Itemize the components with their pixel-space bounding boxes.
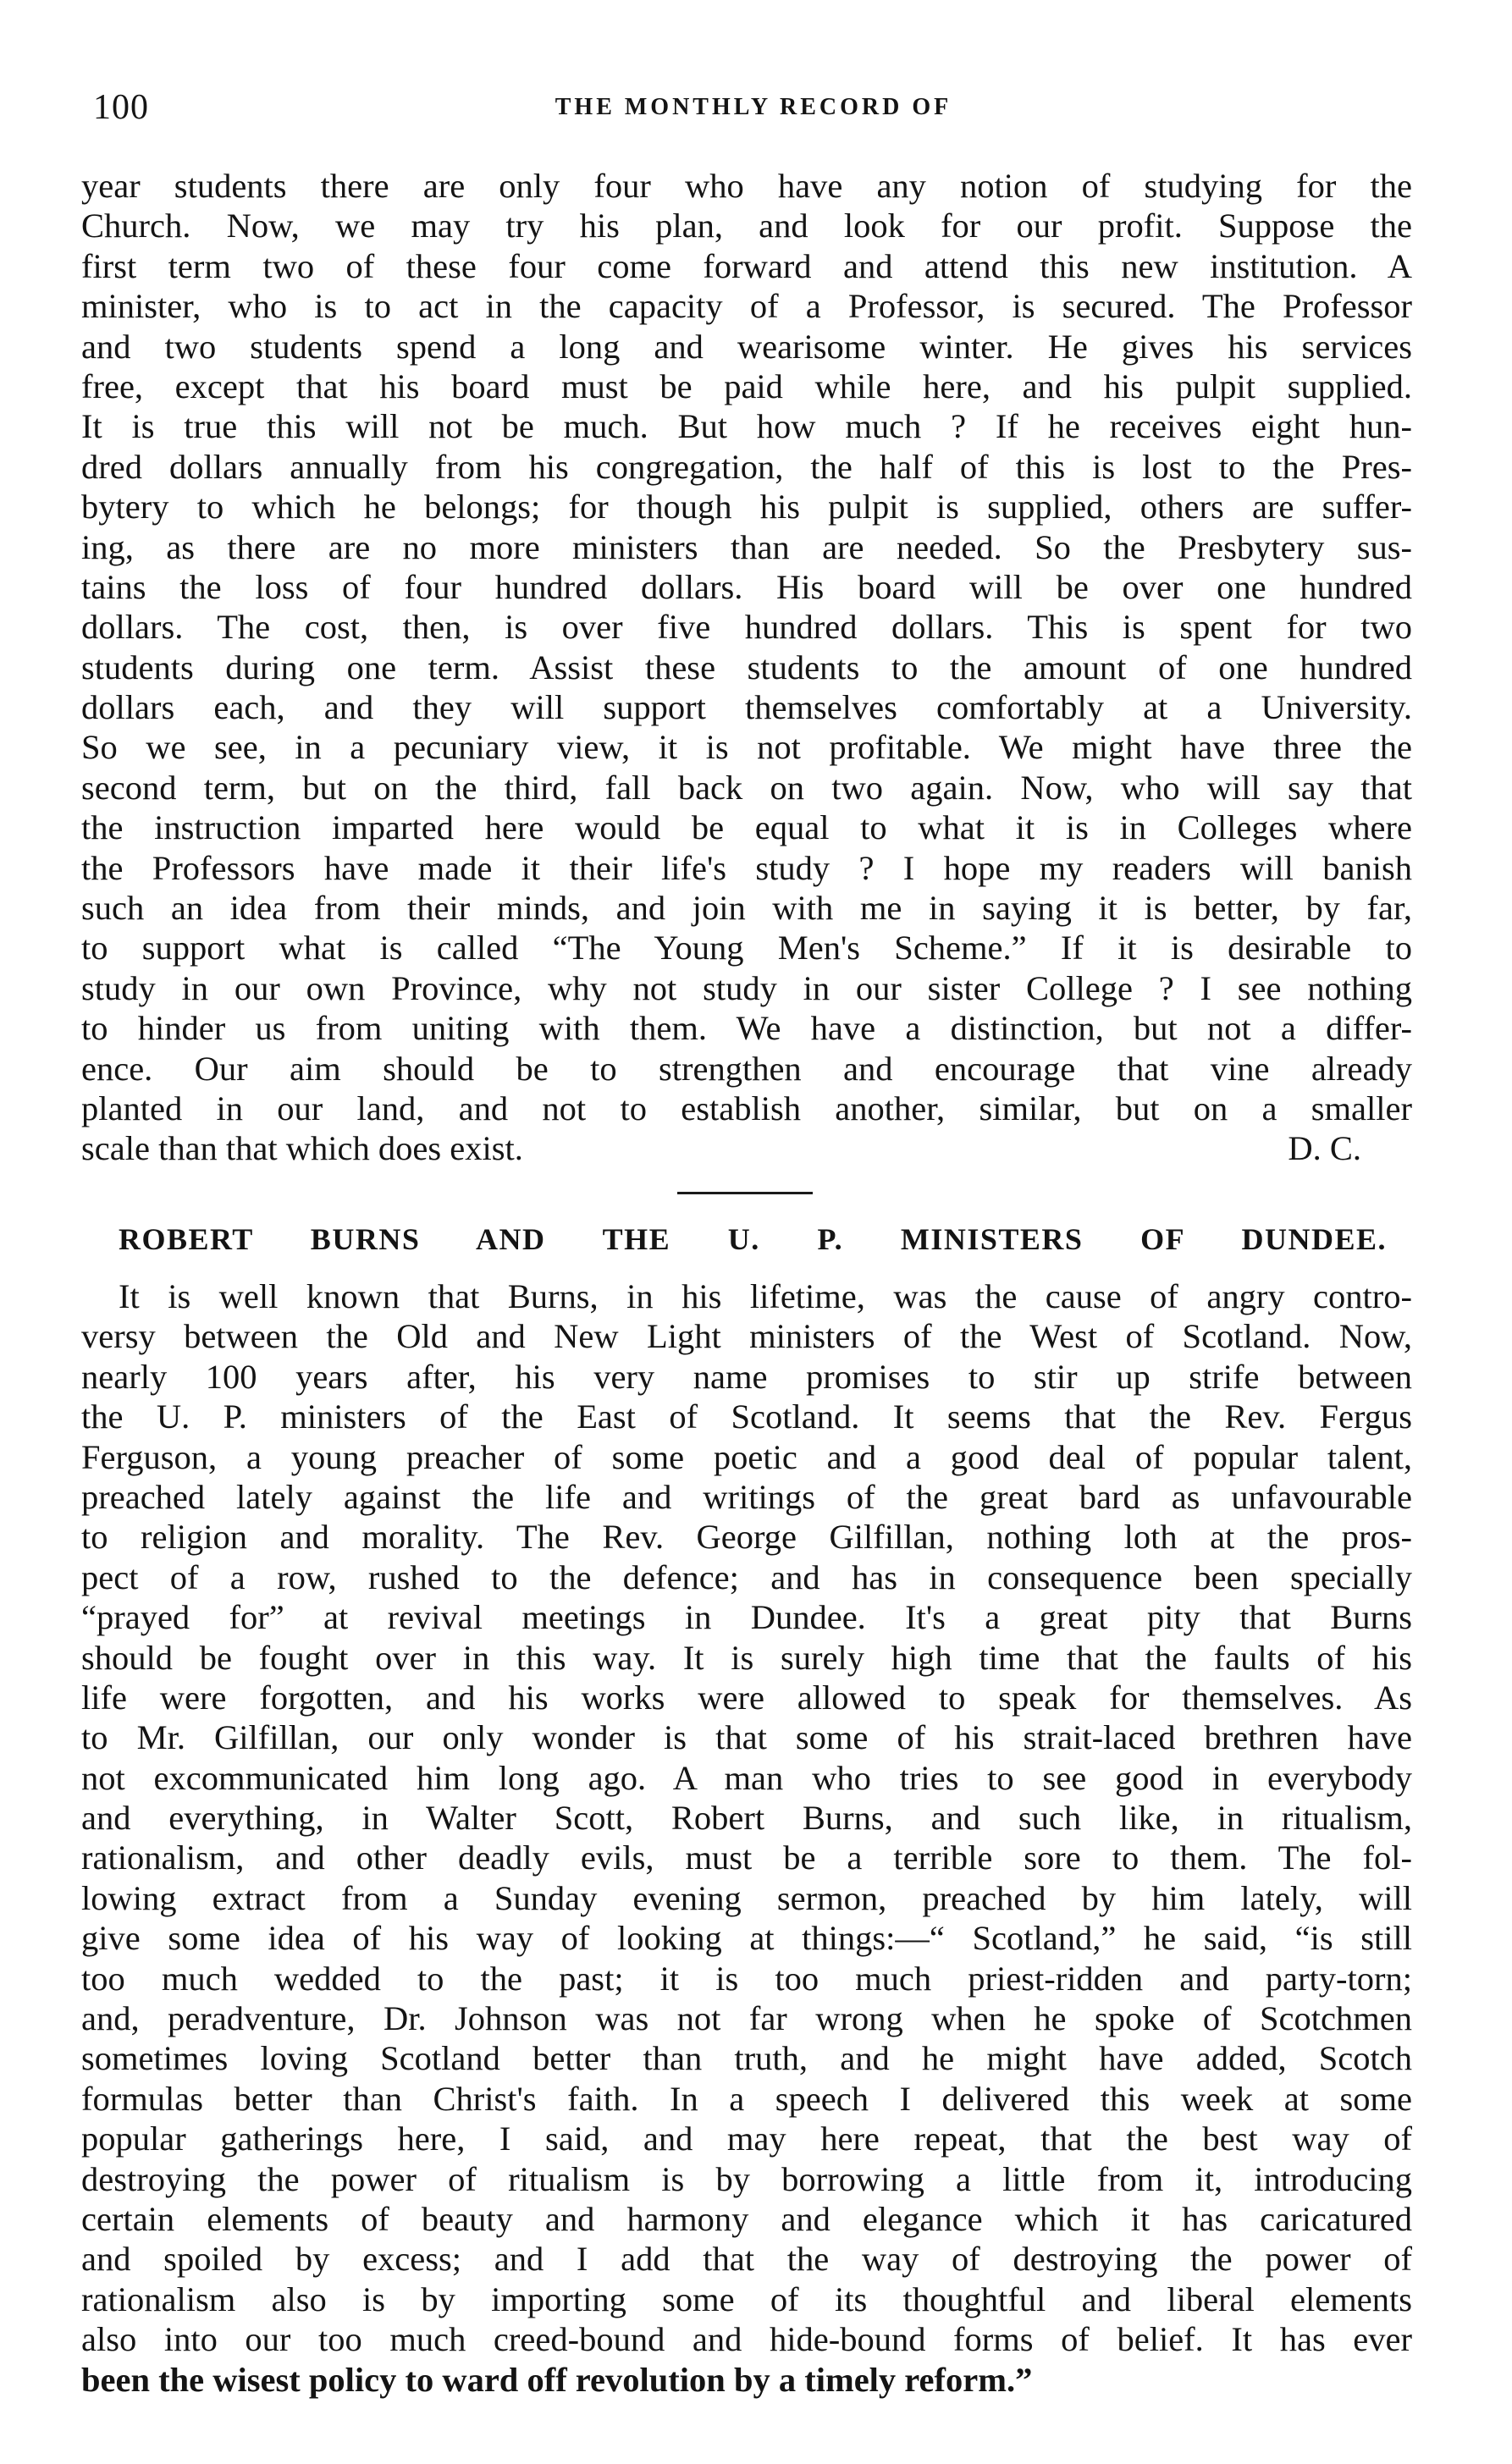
text-line: It is true this will not be much. But how much ? If he receives eight hun- bbox=[81, 407, 1412, 446]
text-line: the U. P. ministers of the East of Scotland. It seems that the Rev. Fergus bbox=[81, 1397, 1412, 1436]
author-signature: D. C. bbox=[1288, 1129, 1361, 1168]
text-line: and, peradventure, Dr. Johnson was not far wrong when he spoke of Scotchmen bbox=[81, 1999, 1412, 2038]
text-line: Ferguson, a young preacher of some poetic and a good deal of popular talent, bbox=[81, 1437, 1412, 1476]
text-line: dred dollars annually from his congregation, the half of this is lost to the Pres- bbox=[81, 447, 1412, 486]
signoff-line bbox=[81, 1128, 1412, 1168]
text-line: life were forgotten, and his works were allowed to speak for themselves. As bbox=[81, 1678, 1412, 1717]
article-text-block bbox=[81, 1276, 1412, 2400]
running-title: THE MONTHLY RECORD OF bbox=[555, 94, 952, 120]
text-line: pect of a row, rushed to the defence; and has in consequence been specially bbox=[81, 1557, 1412, 1596]
text-line: been the wisest policy to ward off revolution by a timely reform.” bbox=[81, 2360, 1033, 2399]
text-line: to religion and morality. The Rev. George Gilfillan, nothing loth at the pros- bbox=[81, 1518, 1412, 1557]
text-line: “prayed for” at revival meetings in Dundee. It's a great pity that Burns bbox=[81, 1598, 1412, 1637]
text-line: and everything, in Walter Scott, Robert Burns, and such like, in ritualism, bbox=[81, 1799, 1412, 1838]
text-line: first term two of these four come forward and attend this new institution. A bbox=[81, 246, 1412, 285]
text-line: too much wedded to the past; it is too much priest-ridden and party-torn; bbox=[81, 1959, 1412, 1998]
text-line: rationalism also is by importing some of its thoughtful and liberal elements bbox=[81, 2279, 1412, 2318]
text-line: minister, who is to act in the capacity of a Professor, is secured. The Professor bbox=[81, 287, 1412, 326]
text-line: should be fought over in this way. It is surely high time that the faults of his bbox=[81, 1638, 1412, 1677]
text-line: year students there are only four who have any notion of studying for the bbox=[81, 167, 1412, 205]
text-line: It is well known that Burns, in his lifetime, was the cause of angry contro- bbox=[119, 1277, 1412, 1315]
text-line: rationalism, and other deadly evils, must be a terrible sore to them. The fol- bbox=[81, 1838, 1412, 1877]
text-line: to Mr. Gilfillan, our only wonder is that some of his strait-laced brethren have bbox=[81, 1718, 1412, 1757]
text-line: give some idea of his way of looking at things:—“ Scotland,” he said, “is still bbox=[81, 1919, 1412, 1958]
text-line: to hinder us from uniting with them. We have a distinction, but not a differ- bbox=[81, 1009, 1412, 1048]
text-line: planted in our land, and not to establish another, similar, but on a smaller bbox=[81, 1089, 1412, 1127]
text-line: the instruction imparted here would be equal to what it is in Colleges where bbox=[81, 808, 1412, 847]
text-line: lowing extract from a Sunday evening sermon, preached by him lately, will bbox=[81, 1878, 1412, 1917]
text-line: scale than that which does exist. bbox=[81, 1129, 523, 1168]
page-number: 100 bbox=[93, 88, 149, 127]
text-line: to support what is called “The Young Men's Scheme.” If it is desirable to bbox=[81, 929, 1412, 967]
text-line: popular gatherings here, I said, and may here repeat, that the best way of bbox=[81, 2119, 1412, 2158]
text-line: formulas better than Christ's faith. In a speech I delivered this week at some bbox=[81, 2079, 1412, 2118]
text-line: certain elements of beauty and harmony and elegance which it has caricatured bbox=[81, 2199, 1412, 2238]
text-line: versy between the Old and New Light ministers of the West of Scotland. Now, bbox=[81, 1317, 1412, 1356]
text-line: such an idea from their minds, and join with me in saying it is better, by far, bbox=[81, 889, 1412, 928]
text-line: sometimes loving Scotland better than truth, and he might have added, Scotch bbox=[81, 2039, 1412, 2078]
text-line: bytery to which he belongs; for though his pulpit is supplied, others are suffer- bbox=[81, 488, 1412, 526]
text-line: dollars each, and they will support themselves comfortably at a University. bbox=[81, 688, 1412, 727]
text-line: dollars. The cost, then, is over five hundred dollars. This is spent for two bbox=[81, 608, 1412, 647]
text-line: ing, as there are no more ministers than are needed. So the Presbytery sus- bbox=[81, 527, 1412, 566]
text-line: ence. Our aim should be to strengthen and encourage that vine already bbox=[81, 1049, 1412, 1088]
text-line: preached lately against the life and writings of the great bard as unfavourable bbox=[81, 1477, 1412, 1516]
text-line: study in our own Province, why not study in our sister College ? I see nothing bbox=[81, 968, 1412, 1007]
text-line: and spoiled by excess; and I add that the way of destroying the power of bbox=[81, 2240, 1412, 2279]
text-line: So we see, in a pecuniary view, it is not profitable. We might have three the bbox=[81, 728, 1412, 767]
text-line: and two students spend a long and wearisome winter. He gives his services bbox=[81, 327, 1412, 366]
article-title: ROBERT BURNS AND THE U. P. MINISTERS OF DUNDEE. bbox=[119, 1222, 1387, 1256]
text-line: second term, but on the third, fall back on two again. Now, who will say that bbox=[81, 768, 1412, 807]
letter-text-block bbox=[81, 166, 1412, 1169]
text-line: not excommunicated him long ago. A man who tries to see good in everybody bbox=[81, 1758, 1412, 1797]
text-line: the Professors have made it their life's study ? I hope my readers will banish bbox=[81, 848, 1412, 887]
text-line: also into our too much creed-bound and hide-bound forms of belief. It has ever bbox=[81, 2320, 1412, 2359]
section-divider bbox=[677, 1192, 813, 1194]
running-head bbox=[93, 86, 1414, 129]
text-line: tains the loss of four hundred dollars. His board will be over one hundred bbox=[81, 567, 1412, 606]
text-line: Church. Now, we may try his plan, and look for our profit. Suppose the bbox=[81, 207, 1412, 245]
text-line: nearly 100 years after, his very name promises to stir up strife between bbox=[81, 1357, 1412, 1396]
text-line: free, except that his board must be paid while here, and his pulpit supplied. bbox=[81, 367, 1412, 405]
text-line: students during one term. Assist these students to the amount of one hundred bbox=[81, 648, 1412, 686]
text-line: destroying the power of ritualism is by borrowing a little from it, introducing bbox=[81, 2159, 1412, 2198]
